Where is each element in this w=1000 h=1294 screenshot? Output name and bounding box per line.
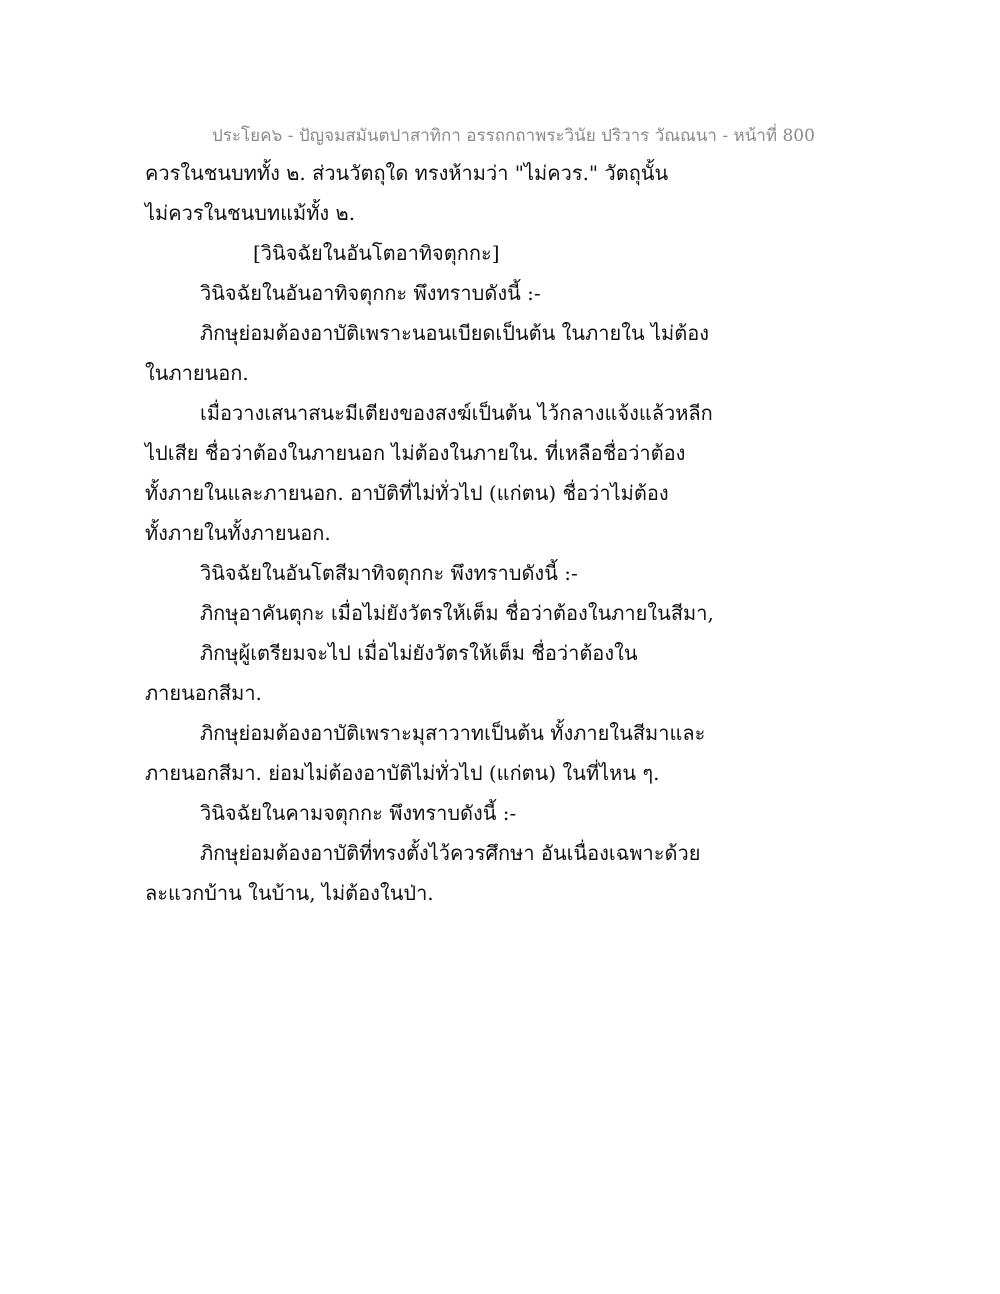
section-heading: [วินิจฉัยในอันโตอาทิจตุกกะ] [253,241,500,265]
text-line: ภิกษุย่อมต้องอาบัติที่ทรงตั้งไว้ควรศึกษา อันเนื่องเฉพาะด้วย [200,841,701,865]
text-line: ภายนอกสีมา. ย่อมไม่ต้องอาบัติไม่ทั่วไป (แก่ตน) ในที่ไหน ๆ. [145,761,660,785]
text-line: วินิจฉัยในอันอาทิจตุกกะ พึงทราบดังนี้ :- [200,281,541,305]
text-line: ควรในชนบททั้ง ๒. ส่วนวัตถุใด ทรงห้ามว่า "ไม่ควร." วัตถุนั้น [145,161,669,185]
text-line: ทั้งภายในและภายนอก. อาบัติที่ไม่ทั่วไป (แก่ตน) ชื่อว่าไม่ต้อง [145,481,669,505]
text-line: ภิกษุอาคันตุกะ เมื่อไม่ยังวัตรให้เต็ม ชื่อว่าต้องในภายในสีมา, [200,601,714,625]
text-line: ภิกษุย่อมต้องอาบัติเพราะนอนเบียดเป็นต้น ในภายใน ไม่ต้อง [200,321,710,345]
text-line: ไปเสีย ชื่อว่าต้องในภายนอก ไม่ต้องในภายใน. ที่เหลือชื่อว่าต้อง [145,441,686,465]
text-line: ภิกษุผู้เตรียมจะไป เมื่อไม่ยังวัตรให้เต็ม ชื่อว่าต้องใน [200,641,638,665]
text-line: วินิจฉัยในคามจตุกกะ พึงทราบดังนี้ :- [200,801,517,825]
text-line: วินิจฉัยในอันโตสีมาทิจตุกกะ พึงทราบดังนี้ :- [200,561,578,585]
text-line: ในภายนอก. [145,361,249,385]
text-line: ละแวกบ้าน ในบ้าน, ไม่ต้องในป่า. [145,881,434,905]
running-header: ประโยค๖ - ปัญจมสมันตปาสาทิกา อรรถกถาพระวินัย ปริวาร วัณณนา - หน้าที่ 800 [212,126,815,146]
text-line: เมื่อวางเสนาสนะมีเตียงของสงฆ์เป็นต้น ไว้กลางแจ้งแล้วหลีก [200,401,713,425]
text-line: ภายนอกสีมา. [145,681,262,705]
text-line: ไม่ควรในชนบทแม้ทั้ง ๒. [145,201,356,225]
text-line: ภิกษุย่อมต้องอาบัติเพราะมุสาวาทเป็นต้น ทั้งภายในสีมาและ [200,721,706,745]
text-line: ทั้งภายในทั้งภายนอก. [145,521,331,545]
